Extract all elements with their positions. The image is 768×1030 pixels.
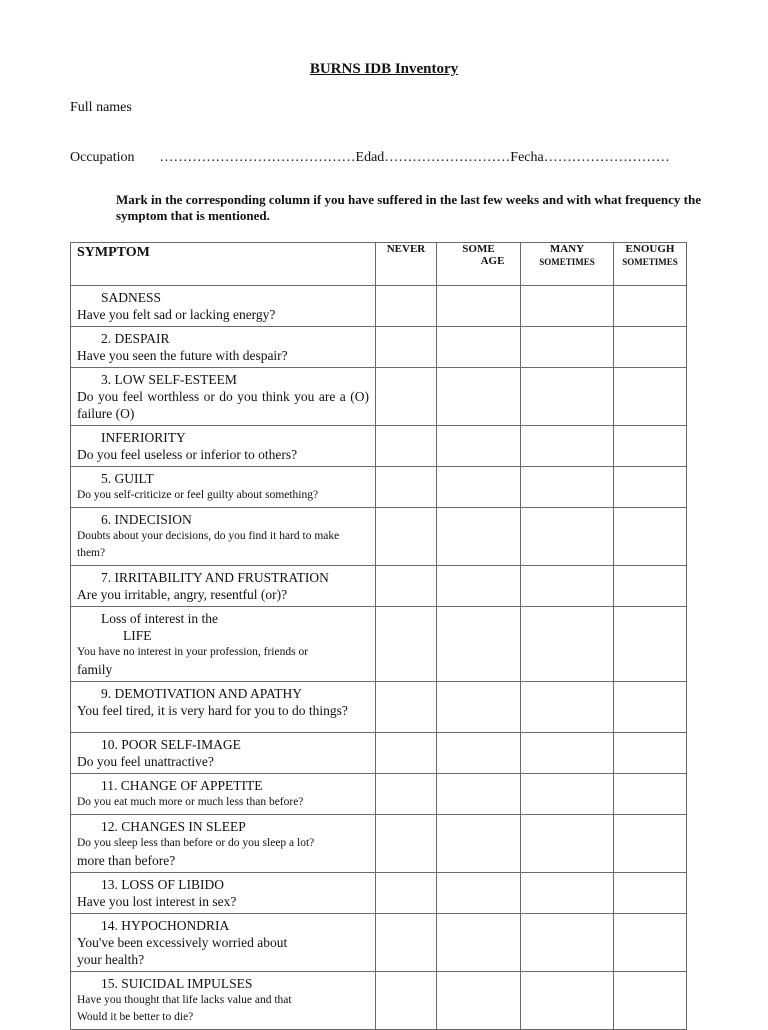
header-some: [437, 243, 521, 286]
symptom-name: 12. CHANGES IN SLEEP: [101, 819, 246, 834]
answer-cell-many[interactable]: [521, 327, 614, 368]
answer-cell-some[interactable]: [437, 607, 521, 682]
answer-cell-some[interactable]: [437, 873, 521, 914]
symptom-name: 14. HYPOCHONDRIA: [101, 918, 230, 933]
symptom-question: Have you seen the future with despair?: [77, 348, 288, 363]
header-many-label: MANY: [549, 243, 585, 255]
header-some-label-2: AGE: [480, 255, 505, 267]
full-names-label: Full names: [70, 100, 132, 115]
symptom-question: You've been excessively worried about: [77, 935, 288, 950]
answer-cell-enough[interactable]: [614, 774, 687, 815]
symptom-name: 11. CHANGE OF APPETITE: [101, 778, 263, 793]
symptom-question-line-2: Would it be better to die?: [77, 1011, 194, 1023]
symptom-table: [70, 242, 687, 1030]
header-many-sub: SOMETIMES: [539, 257, 595, 267]
symptom-cell: [71, 914, 376, 972]
answer-cell-many[interactable]: [521, 286, 614, 327]
answer-cell-enough[interactable]: [614, 327, 687, 368]
edad-label: Edad: [355, 150, 385, 165]
symptom-cell: [71, 733, 376, 774]
header-many: [521, 243, 614, 286]
symptom-name: 6. INDECISION: [101, 512, 192, 527]
symptom-cell: [71, 467, 376, 508]
table-row: [71, 682, 687, 733]
answer-cell-never[interactable]: [376, 368, 437, 426]
answer-cell-some[interactable]: [437, 774, 521, 815]
answer-cell-many[interactable]: [521, 566, 614, 607]
symptom-name: 3. LOW SELF-ESTEEM: [101, 372, 237, 387]
answer-cell-many[interactable]: [521, 774, 614, 815]
table-row: [71, 566, 687, 607]
table-header-row: [71, 243, 687, 286]
header-enough: [614, 243, 687, 286]
symptom-question: Do you self-criticize or feel guilty about something?: [77, 489, 319, 501]
answer-cell-enough[interactable]: [614, 286, 687, 327]
answer-cell-many[interactable]: [521, 815, 614, 873]
header-some-label: SOME: [462, 243, 495, 255]
header-symptom: SYMPTOM: [71, 243, 376, 286]
symptom-name: 2. DESPAIR: [101, 331, 170, 346]
answer-cell-many[interactable]: [521, 733, 614, 774]
symptom-question: Do you sleep less than before or do you sleep a lot?: [77, 837, 315, 849]
answer-cell-many[interactable]: [521, 508, 614, 566]
header-never-label: NEVER: [386, 243, 426, 255]
table-row: [71, 914, 687, 972]
answer-cell-enough[interactable]: [614, 733, 687, 774]
symptom-question: Have you thought that life lacks value and that: [77, 994, 292, 1006]
answer-cell-enough[interactable]: [614, 426, 687, 467]
answer-cell-some[interactable]: [437, 327, 521, 368]
answer-cell-some[interactable]: [437, 368, 521, 426]
answer-cell-some[interactable]: [437, 914, 521, 972]
answer-cell-some[interactable]: [437, 733, 521, 774]
symptom-cell: [71, 508, 376, 566]
table-row: [71, 467, 687, 508]
table-row: [71, 327, 687, 368]
symptom-name: 5. GUILT: [101, 471, 154, 486]
answer-cell-never[interactable]: [376, 972, 437, 1030]
answer-cell-many[interactable]: [521, 682, 614, 733]
symptom-cell: [71, 682, 376, 733]
symptom-cell: [71, 286, 376, 327]
header-enough-label: ENOUGH: [625, 243, 675, 255]
symptom-cell: [71, 327, 376, 368]
table-row: [71, 508, 687, 566]
info-line: [70, 150, 670, 166]
symptom-name: 10. POOR SELF-IMAGE: [101, 737, 241, 752]
symptom-cell: [71, 566, 376, 607]
symptom-cell: [71, 607, 376, 682]
answer-cell-some[interactable]: [437, 467, 521, 508]
answer-cell-never[interactable]: [376, 682, 437, 733]
answer-cell-some[interactable]: [437, 508, 521, 566]
instructions: Mark in the corresponding column if you have suffered in the last few weeks and with what frequency the symptom that is mentioned.: [116, 192, 702, 223]
table-row: [71, 774, 687, 815]
occupation-field[interactable]: ……………………………………: [159, 150, 356, 165]
answer-cell-some[interactable]: [437, 815, 521, 873]
symptom-name: 7. IRRITABILITY AND FRUSTRATION: [101, 570, 329, 585]
answer-cell-enough[interactable]: [614, 873, 687, 914]
table-row: [71, 426, 687, 467]
answer-cell-never[interactable]: [376, 914, 437, 972]
symptom-cell: [71, 972, 376, 1030]
fecha-field[interactable]: ………………………: [543, 150, 670, 165]
table-row: [71, 607, 687, 682]
symptom-question: Have you felt sad or lacking energy?: [77, 307, 276, 322]
document-title: BURNS IDB Inventory: [309, 61, 459, 77]
symptom-question: You feel tired, it is very hard for you to do things?: [77, 703, 348, 718]
answer-cell-many[interactable]: [521, 873, 614, 914]
symptom-cell: [71, 774, 376, 815]
symptom-question-line-2: your health?: [77, 952, 145, 967]
symptom-question-line-2: more than before?: [77, 853, 176, 868]
answer-cell-enough[interactable]: [614, 682, 687, 733]
symptom-name: Loss of interest in the: [101, 611, 218, 626]
answer-cell-enough[interactable]: [614, 368, 687, 426]
answer-cell-enough[interactable]: [614, 566, 687, 607]
answer-cell-enough[interactable]: [614, 607, 687, 682]
answer-cell-some[interactable]: [437, 682, 521, 733]
symptom-question: You have no interest in your profession, friends or: [77, 646, 309, 658]
symptom-question: Have you lost interest in sex?: [77, 894, 237, 909]
answer-cell-enough[interactable]: [614, 972, 687, 1030]
answer-cell-many[interactable]: [521, 972, 614, 1030]
answer-cell-some[interactable]: [437, 566, 521, 607]
answer-cell-some[interactable]: [437, 972, 521, 1030]
symptom-question: Do you feel useless or inferior to others?: [77, 447, 298, 462]
symptom-name: 13. LOSS OF LIBIDO: [101, 877, 225, 892]
symptom-name: INFERIORITY: [101, 430, 186, 445]
answer-cell-many[interactable]: [521, 914, 614, 972]
answer-cell-many[interactable]: [521, 426, 614, 467]
table-row: [71, 286, 687, 327]
symptom-question-line-2: family: [77, 662, 113, 677]
answer-cell-never[interactable]: [376, 607, 437, 682]
edad-field[interactable]: ………………………: [384, 150, 511, 165]
answer-cell-enough[interactable]: [614, 914, 687, 972]
answer-cell-never[interactable]: [376, 327, 437, 368]
header-enough-sub: SOMETIMES: [622, 257, 678, 267]
answer-cell-never[interactable]: [376, 733, 437, 774]
answer-cell-enough[interactable]: [614, 467, 687, 508]
answer-cell-many[interactable]: [521, 467, 614, 508]
occupation-label: Occupation: [70, 150, 135, 165]
symptom-cell: [71, 815, 376, 873]
answer-cell-some[interactable]: [437, 426, 521, 467]
answer-cell-some[interactable]: [437, 286, 521, 327]
symptom-cell: [71, 368, 376, 426]
symptom-question: Do you feel unattractive?: [77, 754, 214, 769]
answer-cell-enough[interactable]: [614, 815, 687, 873]
answer-cell-never[interactable]: [376, 467, 437, 508]
answer-cell-never[interactable]: [376, 508, 437, 566]
table-row: [71, 972, 687, 1030]
fecha-label: Fecha: [510, 150, 544, 165]
answer-cell-enough[interactable]: [614, 508, 687, 566]
answer-cell-many[interactable]: [521, 368, 614, 426]
table-row: [71, 815, 687, 873]
symptom-cell: [71, 873, 376, 914]
table-row: [71, 368, 687, 426]
table-row: [71, 873, 687, 914]
symptom-question: Doubts about your decisions, do you find it hard to make them?: [77, 530, 340, 559]
symptom-question: Do you feel worthless or do you think you are a (O) failure (O): [77, 389, 369, 421]
symptom-question: Do you eat much more or much less than before?: [77, 796, 304, 808]
table-row: [71, 733, 687, 774]
symptom-name: SADNESS: [101, 290, 162, 305]
answer-cell-never[interactable]: [376, 815, 437, 873]
answer-cell-never[interactable]: [376, 286, 437, 327]
symptom-name: 15. SUICIDAL IMPULSES: [101, 976, 253, 991]
symptom-name: 9. DEMOTIVATION AND APATHY: [101, 686, 303, 701]
answer-cell-never[interactable]: [376, 873, 437, 914]
symptom-name-line-2: LIFE: [123, 628, 152, 643]
answer-cell-never[interactable]: [376, 426, 437, 467]
answer-cell-never[interactable]: [376, 774, 437, 815]
answer-cell-never[interactable]: [376, 566, 437, 607]
header-never: [376, 243, 437, 286]
answer-cell-many[interactable]: [521, 607, 614, 682]
symptom-question: Are you irritable, angry, resentful (or)?: [77, 587, 288, 602]
symptom-cell: [71, 426, 376, 467]
